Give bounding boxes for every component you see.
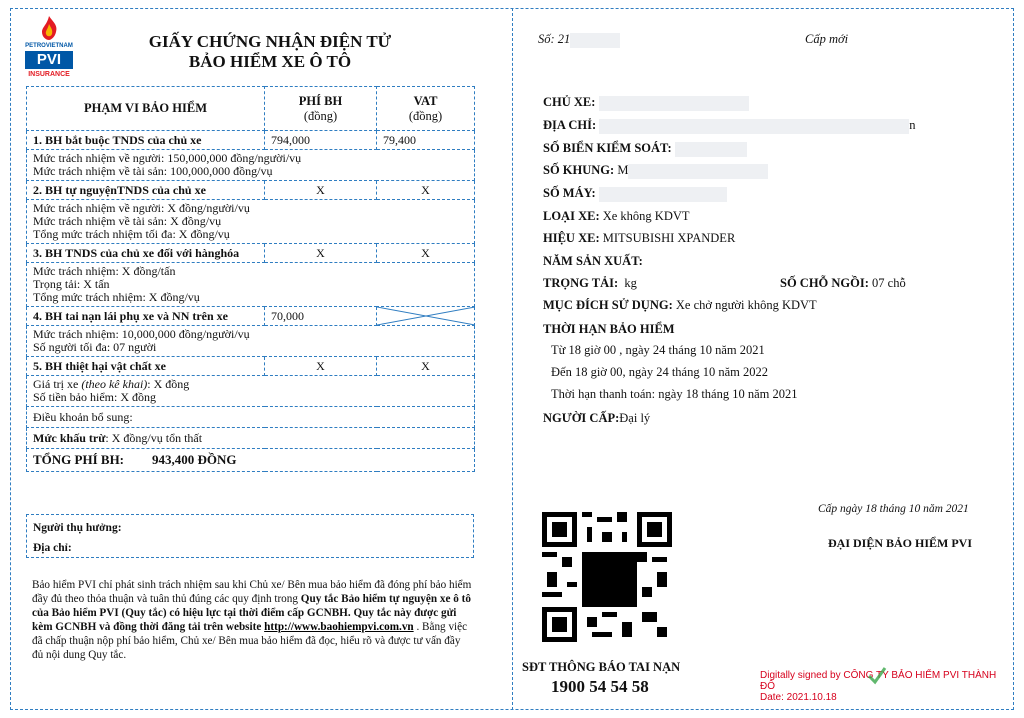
- vat-crossed-cell: [377, 307, 475, 326]
- period-heading: THỜI HẠN BẢO HIỂM: [543, 322, 675, 336]
- year-field: NĂM SẢN XUẤT:: [543, 254, 643, 268]
- beneficiary-box: [26, 514, 474, 558]
- load-field: TRỌNG TẢI: kg: [543, 276, 637, 290]
- table-row: Mức trách nhiệm về người: X đồng/người/vụ Mức trách nhiệm về tài sản: X đồng/vụ Tổng mức trách nhiệm tối đa: X đồng/vụ: [27, 200, 475, 244]
- beneficiary-label: Người thụ hưởng:: [33, 522, 122, 534]
- vehicle-type-field: LOẠI XE: Xe không KDVT: [543, 209, 690, 223]
- pvi-logo: [24, 16, 74, 80]
- issue-type: Cấp mới: [805, 32, 849, 46]
- website-link[interactable]: http://www.baohiempvi.com.vn: [264, 621, 414, 633]
- brand-field: HIỆU XE: MITSUBISHI XPANDER: [543, 231, 736, 245]
- total-value: 943,400 ĐỒNG: [152, 452, 237, 467]
- header-fee: PHÍ BH (đồng): [265, 87, 377, 131]
- engine-field: SỐ MÁY:: [543, 186, 727, 202]
- title-line-2: BẢO HIỂM XE Ô TÔ: [188, 52, 352, 71]
- issue-date: Cấp ngày 18 tháng 10 năm 2021: [818, 503, 969, 515]
- checkmark-icon: [866, 664, 888, 686]
- total-label: TỔNG PHÍ BH:: [33, 452, 125, 467]
- logo-brand: PVI: [25, 51, 73, 69]
- total-row: [27, 449, 475, 472]
- table-row: 2. BH tự nguyệnTNDS của chủ xe X X: [27, 181, 475, 200]
- accident-hotline-label: SĐT THÔNG BÁO TAI NẠN: [522, 660, 681, 674]
- period-from: Từ 18 giờ 00 , ngày 24 tháng 10 năm 2021: [551, 343, 765, 357]
- representative: ĐẠI DIỆN BẢO HIỂM PVI: [828, 536, 973, 550]
- period-to: Đến 18 giờ 00, ngày 24 tháng 10 năm 2022: [551, 365, 768, 379]
- chassis-field: SỐ KHUNG: M: [543, 163, 768, 179]
- page-divider: [512, 8, 513, 710]
- logo-sub: INSURANCE: [28, 71, 70, 78]
- address-field: ĐỊA CHỈ: n: [543, 118, 916, 132]
- certificate-number: Số: 21: [538, 32, 620, 48]
- table-row: Mức trách nhiệm: 10,000,000 đồng/người/vụ Số người tối đa: 07 người: [27, 326, 475, 357]
- table-row: 1. BH bắt buộc TNDS của chủ xe 794,000 79,400: [27, 131, 475, 150]
- purpose-field: MỤC ĐÍCH SỬ DỤNG: Xe chở người không KDVT: [543, 298, 817, 312]
- plate-field: SỐ BIỂN KIỂM SOÁT:: [543, 141, 747, 157]
- issuer-field: NGƯỜI CẤP:Đại lý: [543, 411, 651, 425]
- table-row: 3. BH TNDS của chủ xe đối với hànghóa X X: [27, 244, 475, 263]
- header-vat: VAT (đồng): [377, 87, 475, 131]
- table-row: Điều khoản bổ sung:: [27, 407, 475, 428]
- title-line-1: GIẤY CHỨNG NHẬN ĐIỆN TỬ: [148, 32, 392, 51]
- terms-note: Bảo hiểm PVI chỉ phát sinh trách nhiệm sau khi Chủ xe/ Bên mua bảo hiểm đã đóng phí bảo hiểm đầy đủ theo thỏa thuận và tuân thủ đúng các quy định trong Quy tắc Bảo hiểm tự nguyện xe ô tô của Bảo hiểm PVI (Quy tắc) có hiệu lực tại thời điểm cấp GCNBH. Quy tắc này được gửi kèm GCNBH và đồng thời đăng tải trên website http://www.baohiempvi.com.vn . Bằng việc đã chấp thuận nộp phí bảo hiểm, Chủ xe/ Bên mua bảo hiểm đã đọc, hiểu rõ và được tư vấn đầy đủ nội dung Quy tắc.: [32, 579, 472, 661]
- coverage-table: [26, 86, 475, 472]
- table-row: Mức trách nhiệm về người: 150,000,000 đồng/người/vụ Mức trách nhiệm về tài sản: 100,000,000 đồng/vụ: [27, 150, 475, 181]
- table-row: Mức khấu trừ: X đồng/vụ tổn thất: [27, 428, 475, 449]
- header-scope: PHẠM VI BẢO HIỂM: [27, 87, 265, 131]
- table-row: 4. BH tai nạn lái phụ xe và NN trên xe 70,000: [27, 307, 475, 326]
- logo-top-text: PETROVIETNAM: [25, 43, 73, 49]
- owner-field: CHỦ XE:: [543, 95, 749, 111]
- table-row: Mức trách nhiệm: X đồng/tấn Trọng tải: X tấn Tổng mức trách nhiệm: X đồng/vụ: [27, 263, 475, 307]
- payment-deadline: Thời hạn thanh toán: ngày 18 tháng 10 năm 2021: [551, 387, 798, 401]
- table-row: Giá trị xe (theo kê khai): X đồng Số tiền bảo hiểm: X đồng: [27, 376, 475, 407]
- qr-code: [542, 512, 672, 642]
- table-header: [27, 87, 475, 131]
- table-row: 5. BH thiệt hại vật chất xe X X: [27, 357, 475, 376]
- flame-icon: [38, 16, 60, 40]
- accident-hotline: 1900 54 54 58: [551, 677, 649, 696]
- digital-signature: Digitally signed by CÔNG TY BẢO HIỂM PVI THÀNH ĐÔ Date: 2021.10.18: [760, 670, 997, 703]
- seats-field: SỐ CHỖ NGỒI: 07 chỗ: [780, 276, 906, 290]
- beneficiary-address: Địa chỉ:: [33, 542, 72, 554]
- document-title: [90, 32, 450, 72]
